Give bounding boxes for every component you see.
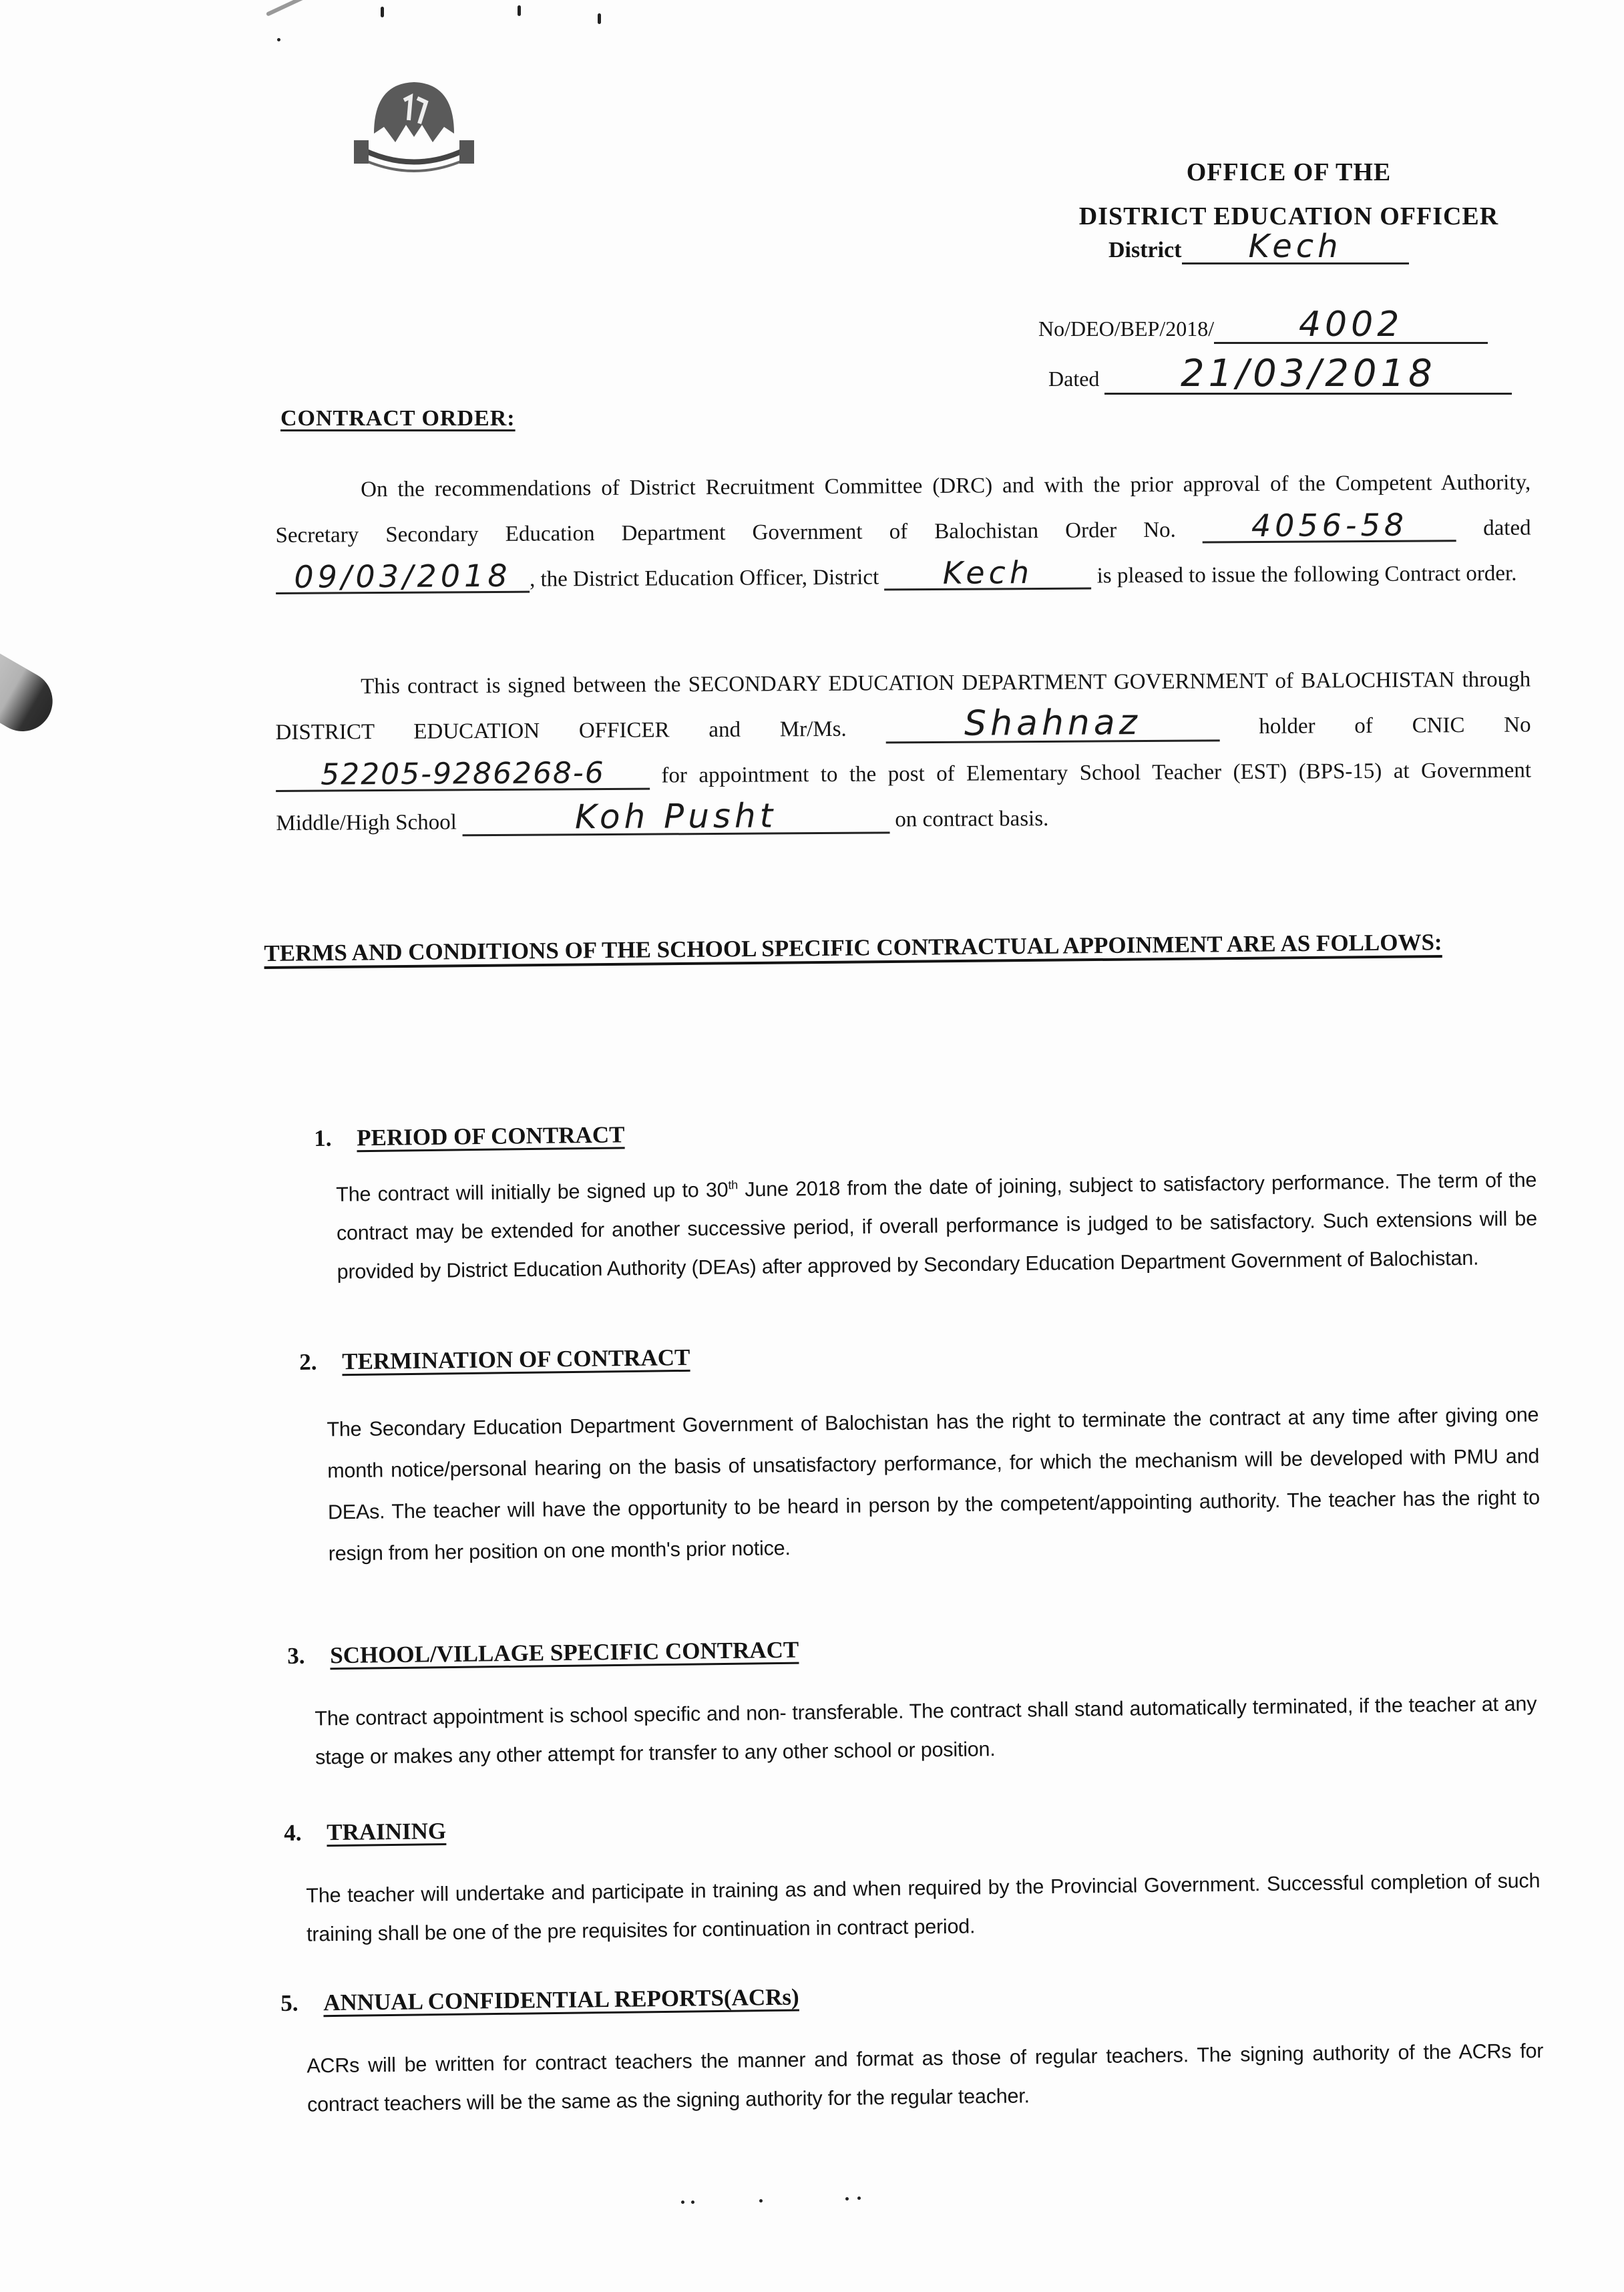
intro-text: holder of CNIC No	[1259, 713, 1531, 739]
office-line-2: DISTRICT EDUCATION OFFICER	[1078, 202, 1499, 230]
intro-text: dated	[1483, 516, 1531, 540]
section-body-text: The contract will initially be signed up to 30	[336, 1178, 729, 1206]
district-field	[1108, 230, 1409, 264]
cnic-value: 52205-9286268-6	[276, 759, 650, 792]
scan-speck	[845, 2197, 849, 2201]
dated-label: Dated	[1048, 367, 1100, 391]
section-body: The Secondary Education Department Government of Balochistan has the right to terminate the contract at any time after giving one month notice/personal hearing on the basis of unsatisfactory performance, for which the mechanism will be developed with PMU and DEAs. The teacher will have the opportunity to be heard in person by the competent/appointing authority. The teacher has the right to resign from her position on one month's prior notice.	[327, 1403, 1541, 1565]
scan-speck	[277, 38, 280, 41]
ref-no-label: No/DEO/BEP/2018/	[1038, 317, 1215, 341]
government-emblem-icon	[347, 70, 481, 184]
intro-paragraph-2	[275, 657, 1532, 846]
reference-block	[1038, 307, 1512, 403]
intro-text: on contract basis.	[895, 806, 1049, 832]
section-training	[284, 1804, 1541, 1954]
section-heading-label: PERIOD OF CONTRACT	[356, 1121, 625, 1151]
scan-speck	[759, 2199, 763, 2203]
terms-title: TERMS AND CONDITIONS OF THE SCHOOL SPECIFIC CONTRACTUAL APPOINMENT ARE AS FOLLOWS:	[264, 929, 1442, 966]
teacher-name-value: Shahnaz	[885, 705, 1219, 743]
intro-text: This contract is signed between the SECONDARY EDUCATION DEPARTMENT GOVERNMENT of BALOCHISTAN through DISTRICT EDUCATION OFFICER and Mr/Ms.	[275, 667, 1531, 745]
intro-district-value: Kech	[884, 557, 1091, 591]
scan-mark	[266, 0, 322, 17]
district-label: District	[1108, 238, 1182, 262]
section-body: The teacher will undertake and participate in training as and when required by the Provincial Government. Successful completion of such training shall be one of the pre requisites for continuation in contract period.	[306, 1869, 1541, 1946]
section-period-of-contract	[314, 1111, 1538, 1292]
section-number: 4.	[284, 1819, 302, 1846]
district-value: Kech	[1182, 230, 1409, 264]
scan-speck	[518, 5, 521, 16]
section-number: 1.	[314, 1125, 332, 1151]
scan-speck	[681, 2201, 684, 2204]
order-no-value: 4056-58	[1203, 509, 1456, 543]
contract-order-title: CONTRACT ORDER:	[280, 406, 516, 431]
section-heading	[284, 1804, 1539, 1847]
intro-text: for appointment to the post of Elementary School Teacher (EST) (BPS-15) at Government Middle/High School	[276, 758, 1532, 835]
superscript: th	[728, 1178, 739, 1192]
section-school-village-specific-contract	[287, 1628, 1537, 1777]
office-line-1: OFFICE OF THE	[1186, 158, 1392, 186]
section-heading-label: TRAINING	[326, 1818, 447, 1846]
section-body: The contract appointment is school specific and non- transferable. The contract shall stand automatically terminated, if the teacher at any stage or makes any other attempt for transfer to any other school or position.	[315, 1692, 1537, 1769]
office-header	[1055, 150, 1522, 238]
dated-row	[1038, 352, 1512, 403]
scan-speck	[857, 2196, 861, 2200]
section-heading-label: SCHOOL/VILLAGE SPECIFIC CONTRACT	[329, 1636, 799, 1669]
section-number: 5.	[280, 1989, 298, 2016]
section-heading	[280, 1975, 1543, 2017]
ref-no-row	[1038, 307, 1512, 355]
scan-speck	[691, 2201, 694, 2204]
section-termination-of-contract	[299, 1334, 1541, 1575]
dated-value: 21/03/2018	[1104, 355, 1512, 395]
section-heading	[314, 1111, 1536, 1152]
ref-no-value: 4002	[1214, 307, 1488, 344]
intro-text: , the District Education Officer, District	[529, 565, 879, 592]
intro-paragraph-1	[275, 460, 1531, 604]
section-annual-confidential-reports	[280, 1975, 1544, 2124]
section-heading	[299, 1334, 1538, 1376]
section-heading	[287, 1628, 1536, 1670]
section-heading-label: TERMINATION OF CONTRACT	[341, 1344, 690, 1375]
scan-speck	[598, 13, 601, 24]
intro-text: is pleased to issue the following Contract order.	[1096, 561, 1517, 588]
intro-text: On the recommendations of District Recruitment Committee (DRC) and with the prior approval of the Competent Authority, Secretary Secondary Education Department Government of Balochistan Order No.	[275, 470, 1531, 548]
scan-finger-artifact	[0, 654, 63, 743]
section-heading-label: ANNUAL CONFIDENTIAL REPORTS(ACRs)	[323, 1983, 799, 2016]
order-date-value: 09/03/2018	[276, 560, 530, 594]
section-body-text: June 2018 from the date of joining, subject to satisfactory performance. The term of the contract may be extended for another successive period, if overall performance is judged to be satisfactory. Such extensions will be provided by District Education Authority (DEAs) after approved by Secondary Education Department Government of Balochistan.	[336, 1168, 1538, 1284]
section-number: 2.	[299, 1348, 317, 1375]
section-body: ACRs will be written for contract teachers the manner and format as those of regular teachers. The signing authority of the ACRs for contract teachers will be the same as the signing authority for the regular teacher.	[307, 2039, 1544, 2116]
school-value: Koh Pusht	[462, 798, 889, 836]
section-number: 3.	[287, 1642, 305, 1669]
scan-speck	[381, 7, 384, 17]
section-body	[336, 1156, 1538, 1292]
